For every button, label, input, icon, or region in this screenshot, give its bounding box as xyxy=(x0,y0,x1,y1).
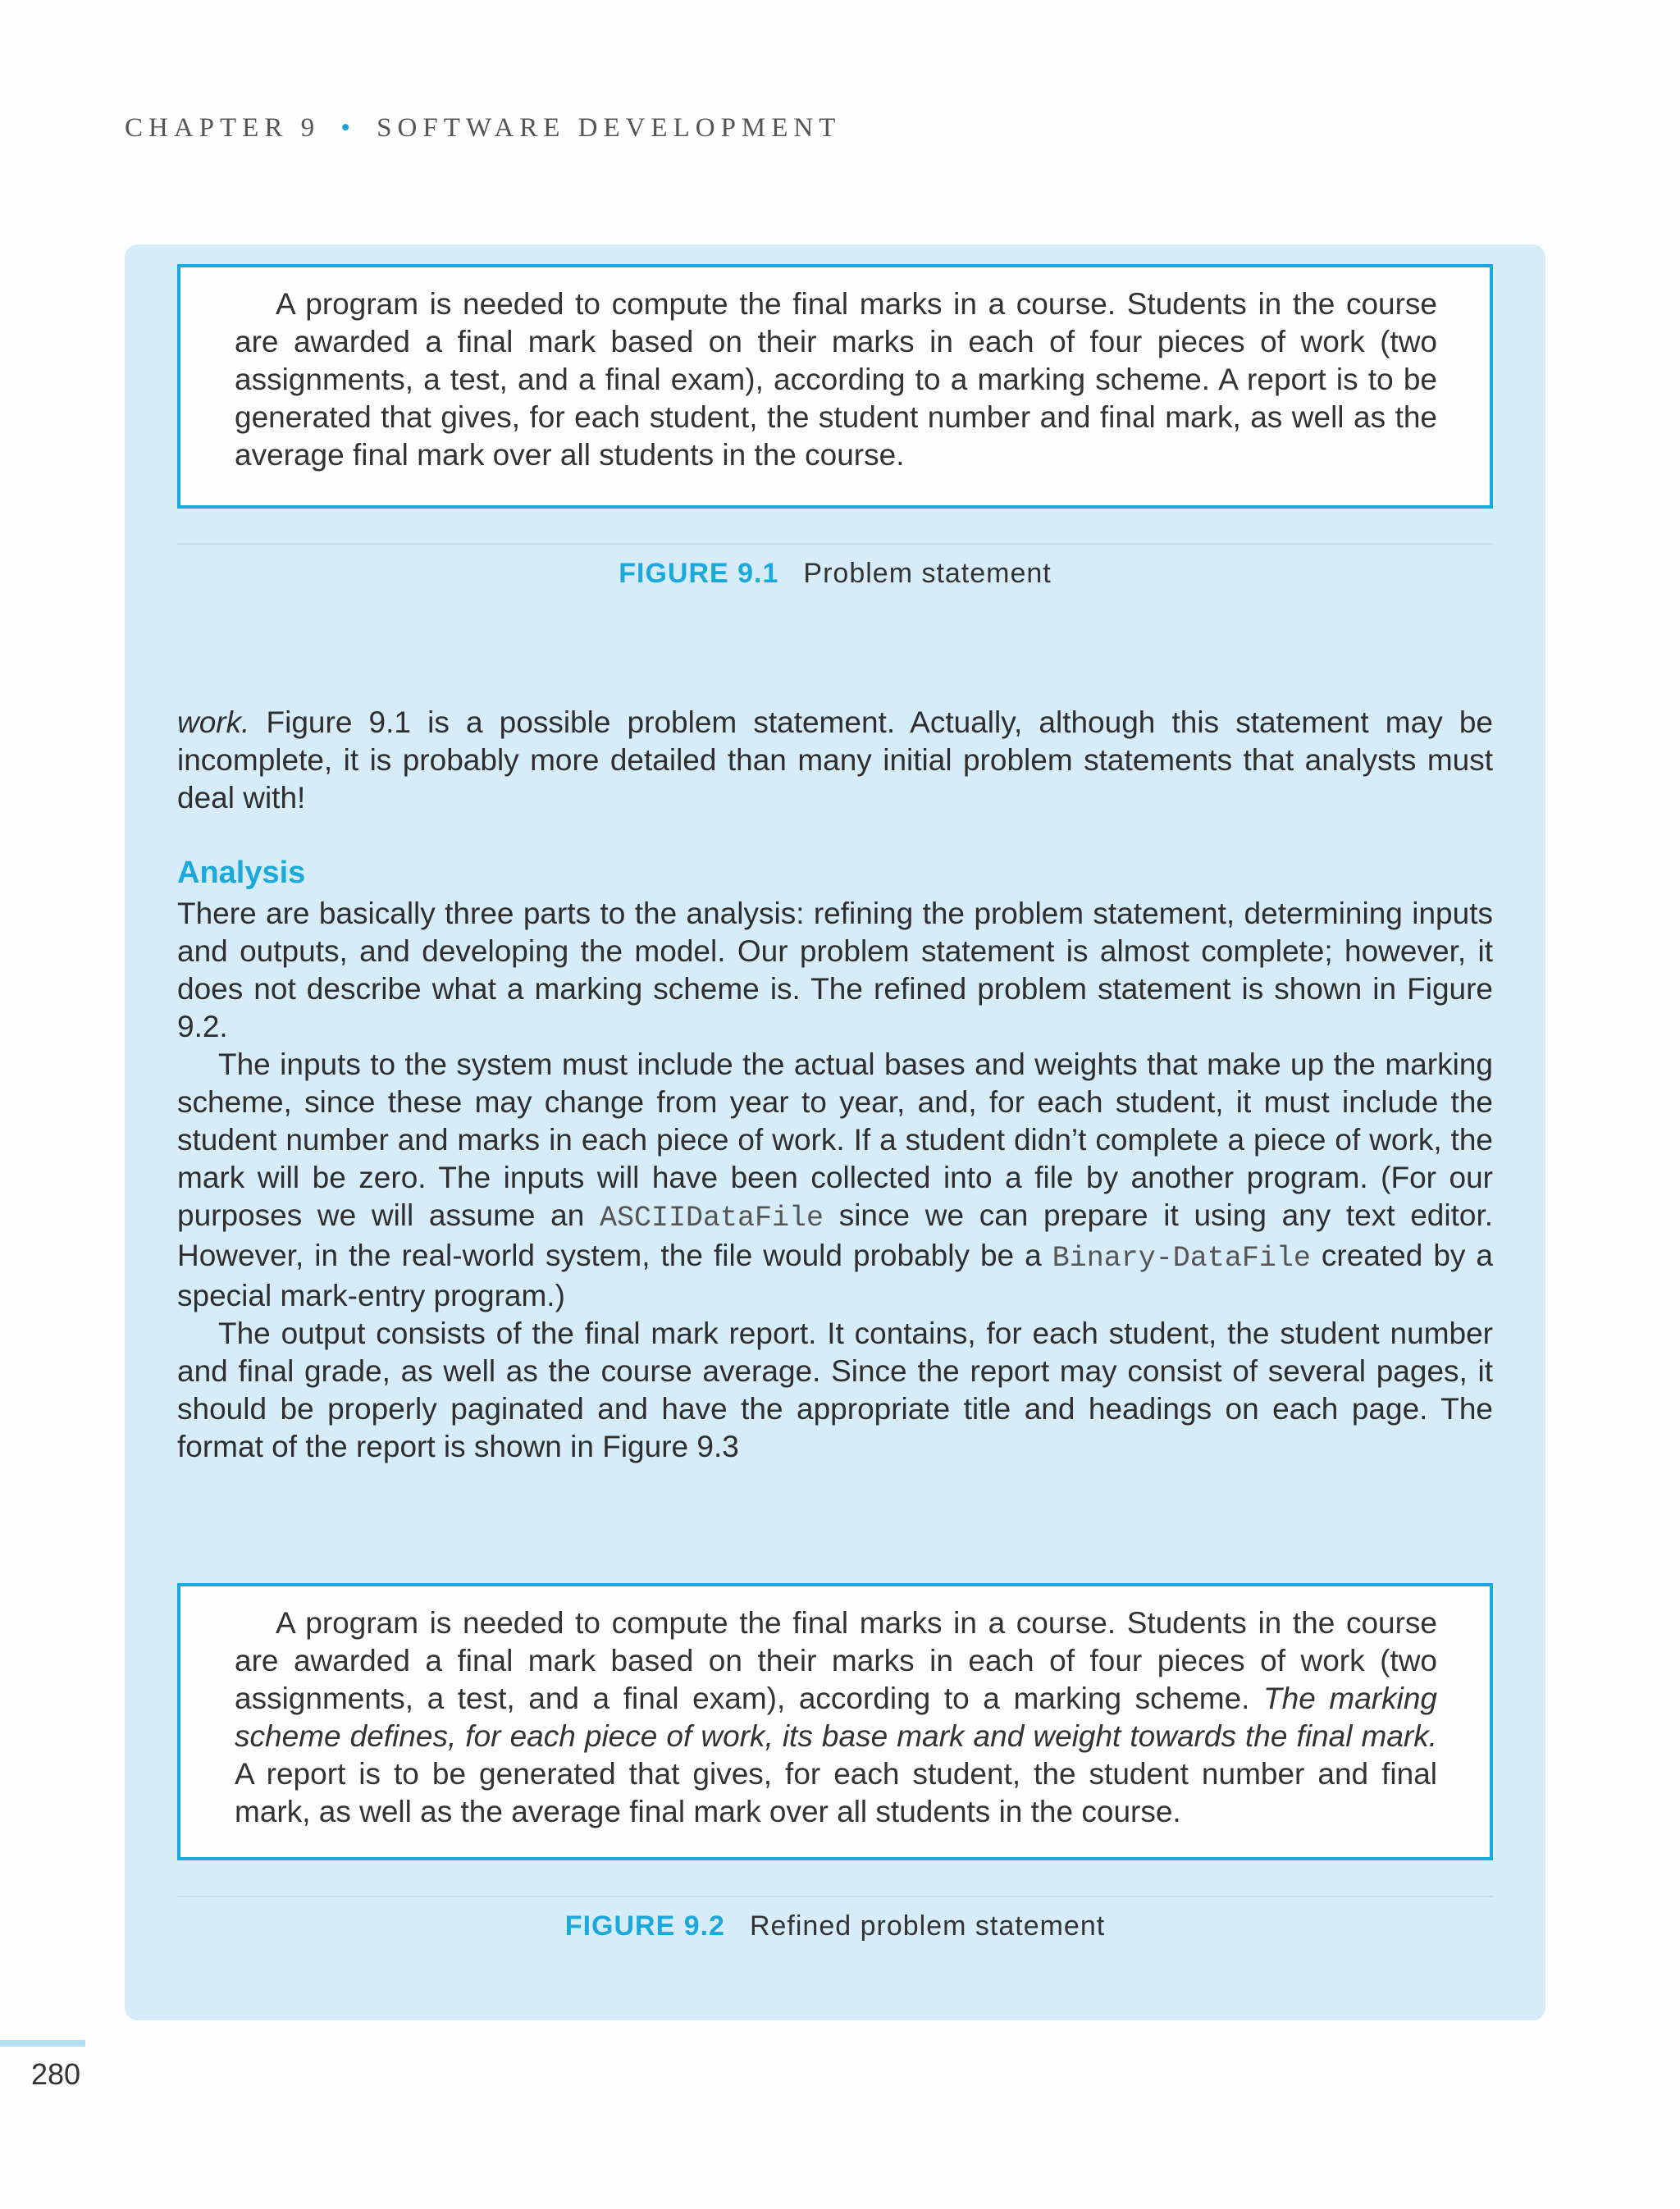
refined-text-b: A report is to be generated that gives, for each student, the student number and final mark, as well as the average final mark over all students in the course. xyxy=(235,1757,1437,1828)
intro-text: Figure 9.1 is a possible problem statement. Actually, although this statement may be incomplete, it is probably more detailed than many initial problem statements that analysts must deal with! xyxy=(177,705,1493,815)
analysis-paragraph-1: There are basically three parts to the analysis: refining the problem statement, determining inputs and outputs, and developing the model. Our problem statement is almost complete; however, it does not describe what a marking scheme is. The refined problem statement is shown in Figure 9.2. xyxy=(177,897,1493,1043)
figure-caption xyxy=(177,558,1493,590)
paragraph-2-text-b: since we can prepare it using any text editor. However, in the real-world system, the file would probably be a xyxy=(177,1198,1494,1272)
refined-text-a: A program is needed to compute the final marks in a course. Students in the course are awarded a final mark based on their marks in each of four pieces of work (two assignments, a test, and a final exam), according to a marking scheme. xyxy=(235,1606,1437,1715)
figure-caption xyxy=(177,1910,1493,1942)
italic-lead: work. xyxy=(177,705,250,739)
running-head xyxy=(125,113,841,144)
problem-statement-box xyxy=(177,264,1493,509)
analysis-body xyxy=(177,895,1493,1466)
refined-statement-box xyxy=(177,1583,1493,1860)
page-number-tab xyxy=(0,2040,85,2047)
chapter-label: CHAPTER 9 xyxy=(125,113,321,143)
caption-divider xyxy=(177,543,1493,545)
refined-text-italic: The marking scheme defines, for each piece of work, its base mark and weight towards the final mark. xyxy=(235,1682,1437,1753)
intro-paragraph xyxy=(177,704,1493,817)
figure-caption-text: Refined problem statement xyxy=(749,1910,1106,1942)
figure-number: FIGURE 9.1 xyxy=(619,558,779,589)
separator-bullet: • xyxy=(340,113,356,143)
figure-number: FIGURE 9.2 xyxy=(564,1910,725,1942)
code-binary-data-file: Binary-DataFile xyxy=(1052,1242,1311,1275)
chapter-title: SOFTWARE DEVELOPMENT xyxy=(377,113,842,143)
page-number: 280 xyxy=(31,2057,81,2091)
analysis-paragraph-2 xyxy=(177,1046,1493,1315)
problem-statement-text: A program is needed to compute the final marks in a course. Students in the course are awarded a final mark based on their marks in each of four pieces of work (two assignments, a test, and a final exam), according to a marking scheme. A report is to be generated that gives, for each student, the student number and final mark, as well as the average final mark over all students in the course. xyxy=(235,287,1437,472)
section-heading: Analysis xyxy=(177,856,306,890)
code-ascii-data-file: ASCIIDataFile xyxy=(599,1202,824,1235)
paragraph-2-text-c: created by a special mark-entry program.) xyxy=(177,1239,1494,1312)
caption-divider xyxy=(177,1896,1493,1897)
figure-caption-text: Problem statement xyxy=(803,558,1052,589)
paragraph-2-text-a: The inputs to the system must include the actual bases and weights that make up the marking scheme, since these may change from year to year, and, for each student, it must include the student number and marks in each piece of work. If a student didn’t complete a piece of work, the mark will be zero. The inputs will have been collected into a file by another program. (For our purposes we will assume an xyxy=(177,1047,1493,1232)
refined-statement-text xyxy=(235,1604,1437,1831)
analysis-paragraph-3: The output consists of the final mark report. It contains, for each student, the student number and final grade, as well as the course average. Since the report may consist of several pages, it should be properly paginated and have the appropriate title and headings on each page. The format of the report is shown in Figure 9.3 xyxy=(177,1317,1493,1463)
